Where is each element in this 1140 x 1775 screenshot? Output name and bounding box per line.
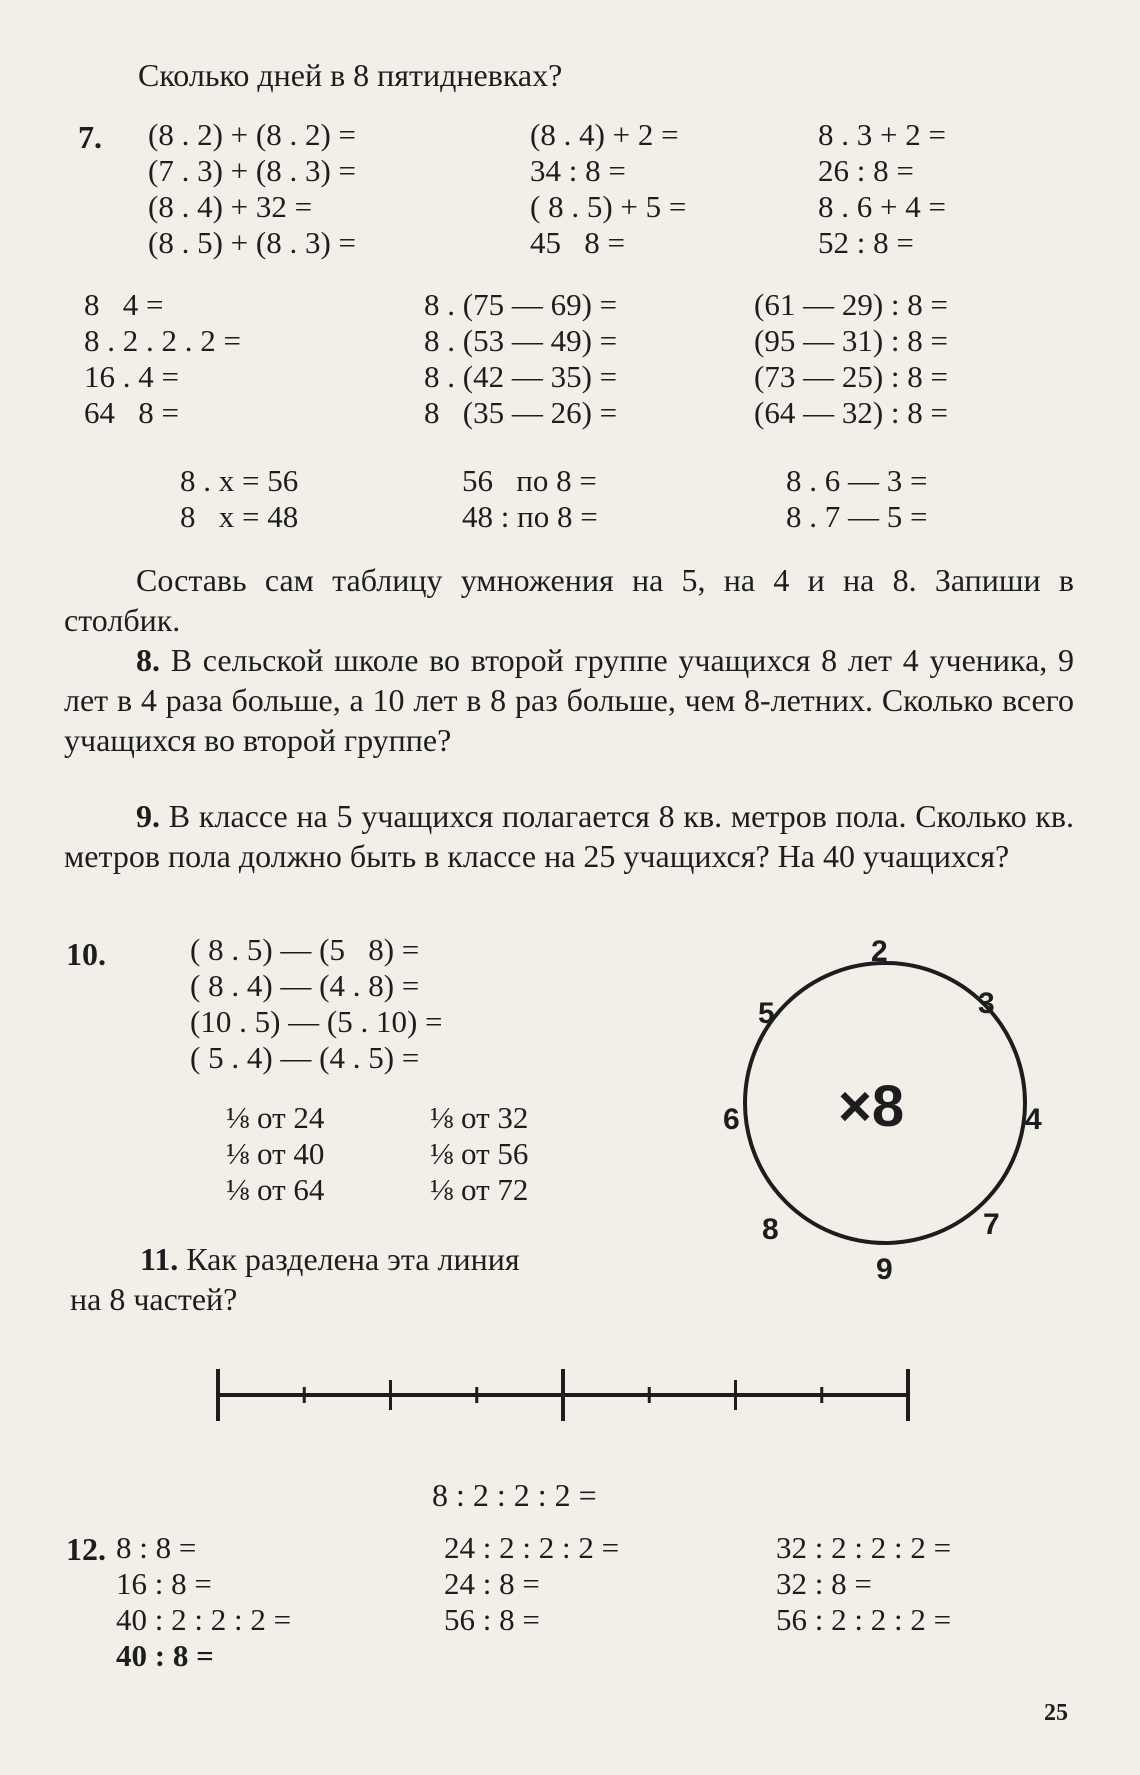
expression: 48 : по 8 =	[462, 499, 598, 534]
ex12-col1	[116, 1530, 291, 1674]
task-11-line2: на 8 частей?	[70, 1281, 238, 1317]
circle-number: 8	[762, 1213, 779, 1246]
expression: 8 . (42 — 35) =	[424, 359, 618, 394]
expression: 56 : 2 : 2 : 2 =	[776, 1602, 952, 1637]
expression: (64 — 32) : 8 =	[754, 395, 948, 430]
expression: (7 . 3) + (8 . 3) =	[148, 153, 357, 188]
ex12-col3	[776, 1530, 951, 1638]
ex7-g3-col3	[786, 463, 927, 535]
task-11-number: 11.	[140, 1241, 179, 1277]
task-9-text: В классе на 5 учащихся полагается 8 кв. метров пола. Сколько кв. метров пола должно быть в классе на 25 учащихся? На 40 учащихся?	[64, 798, 1075, 874]
ex10-number: 10.	[66, 936, 106, 972]
expression: ( 5 . 4) — (4 . 5) =	[190, 1040, 420, 1075]
expression: 8 (35 — 26) =	[424, 395, 618, 430]
expression: 8 : 8 =	[116, 1530, 197, 1565]
circle-number: 6	[723, 1103, 740, 1136]
expression: 45 8 =	[530, 225, 625, 260]
expression: 24 : 2 : 2 : 2 =	[444, 1530, 620, 1565]
expression: 32 : 8 =	[776, 1566, 872, 1601]
task-11-line1	[140, 1240, 520, 1278]
ex10-fractions-col2	[430, 1100, 528, 1208]
expression: 8 . 2 . 2 . 2 =	[84, 323, 241, 358]
expression: 34 : 8 =	[530, 153, 626, 188]
expression: (8 . 4) + 32 =	[148, 189, 313, 224]
fraction-expression: ⅛ от 32	[430, 1100, 529, 1135]
task-11-text: Как разделена эта линия	[186, 1241, 520, 1277]
ex7-g2-col1	[84, 287, 241, 431]
task-8	[64, 640, 1074, 760]
circle-number: 3	[978, 987, 995, 1020]
expression: 26 : 8 =	[818, 153, 914, 188]
expression: 8 . 6 — 3 =	[786, 463, 928, 498]
divide-expression: 8 : 2 : 2 : 2 =	[432, 1477, 597, 1513]
expression: 8 . (53 — 49) =	[424, 323, 618, 358]
fraction-expression: ⅛ от 56	[430, 1136, 529, 1171]
ex7-number: 7.	[78, 119, 102, 155]
expression: (8 . 4) + 2 =	[530, 117, 679, 152]
expression: 8 . 3 + 2 =	[818, 117, 946, 152]
expression: 32 : 2 : 2 : 2 =	[776, 1530, 952, 1565]
expression: 64 8 =	[84, 395, 179, 430]
fraction-expression: ⅛ от 64	[226, 1172, 325, 1207]
circle-number: 7	[983, 1208, 1000, 1241]
ex7-g3-col2	[462, 463, 598, 535]
divided-line	[210, 1360, 920, 1430]
expression: 40 : 2 : 2 : 2 =	[116, 1602, 292, 1637]
expression: ( 8 . 5) + 5 =	[530, 189, 687, 224]
ex10-expressions	[190, 932, 443, 1076]
expression: ( 8 . 5) — (5 8) =	[190, 932, 420, 967]
task-8-number: 8.	[136, 642, 160, 678]
expression: (8 . 2) + (8 . 2) =	[148, 117, 357, 152]
expression: (73 — 25) : 8 =	[754, 359, 948, 394]
circle-number: 4	[1025, 1103, 1042, 1136]
task-9	[64, 796, 1074, 876]
circle-number: 9	[876, 1253, 893, 1286]
ex10-fractions-col1	[226, 1100, 324, 1208]
ex7-g1-col2	[530, 117, 686, 261]
expression: 8 x = 48	[180, 499, 299, 534]
expression: 8 . 7 — 5 =	[786, 499, 928, 534]
expression: 56 по 8 =	[462, 463, 597, 498]
expression: 8 4 =	[84, 287, 164, 322]
circle-number: 5	[758, 997, 775, 1030]
expression: 40 : 8 =	[116, 1638, 214, 1673]
expression: (8 . 5) + (8 . 3) =	[148, 225, 357, 260]
page-number: 25	[1044, 1700, 1068, 1726]
ex7-g2-col2	[424, 287, 617, 431]
ex7-g1-col3	[818, 117, 946, 261]
expression: 16 . 4 =	[84, 359, 179, 394]
ex12-col2	[444, 1530, 619, 1638]
task-multiplication-table: Составь сам таблицу умножения на 5, на 4 и на 8. Запиши в столбик.	[64, 562, 1074, 638]
expression: (61 — 29) : 8 =	[754, 287, 948, 322]
task-8-text: В сельской школе во второй группе учащихся 8 лет 4 ученика, 9 лет в 4 раза больше, а 10 лет в 8 раз больше, чем 8-летних. Сколько всего учащихся во второй группе?	[64, 642, 1075, 758]
ex7-g1-col1	[148, 117, 356, 261]
expression: 24 : 8 =	[444, 1566, 540, 1601]
expression: ( 8 . 4) — (4 . 8) =	[190, 968, 420, 1003]
fraction-expression: ⅛ от 40	[226, 1136, 325, 1171]
expression: (95 — 31) : 8 =	[754, 323, 948, 358]
expression: 8 . 6 + 4 =	[818, 189, 946, 224]
circle-center-label: ×8	[838, 1074, 905, 1139]
multiplication-circle	[720, 925, 1050, 1285]
ex7-g2-col3	[754, 287, 948, 431]
ex7-g3-col1	[180, 463, 298, 535]
fraction-expression: ⅛ от 72	[430, 1172, 529, 1207]
intro-question: Сколько дней в 8 пятидневках?	[138, 57, 563, 93]
circle-number: 2	[871, 935, 888, 968]
expression: 8 . (75 — 69) =	[424, 287, 618, 322]
expression: 16 : 8 =	[116, 1566, 212, 1601]
expression: 56 : 8 =	[444, 1602, 540, 1637]
expression: 52 : 8 =	[818, 225, 914, 260]
ex12-number: 12.	[66, 1531, 106, 1567]
expression: (10 . 5) — (5 . 10) =	[190, 1004, 443, 1039]
fraction-expression: ⅛ от 24	[226, 1100, 325, 1135]
task-9-number: 9.	[136, 798, 160, 834]
expression: 8 . x = 56	[180, 463, 299, 498]
